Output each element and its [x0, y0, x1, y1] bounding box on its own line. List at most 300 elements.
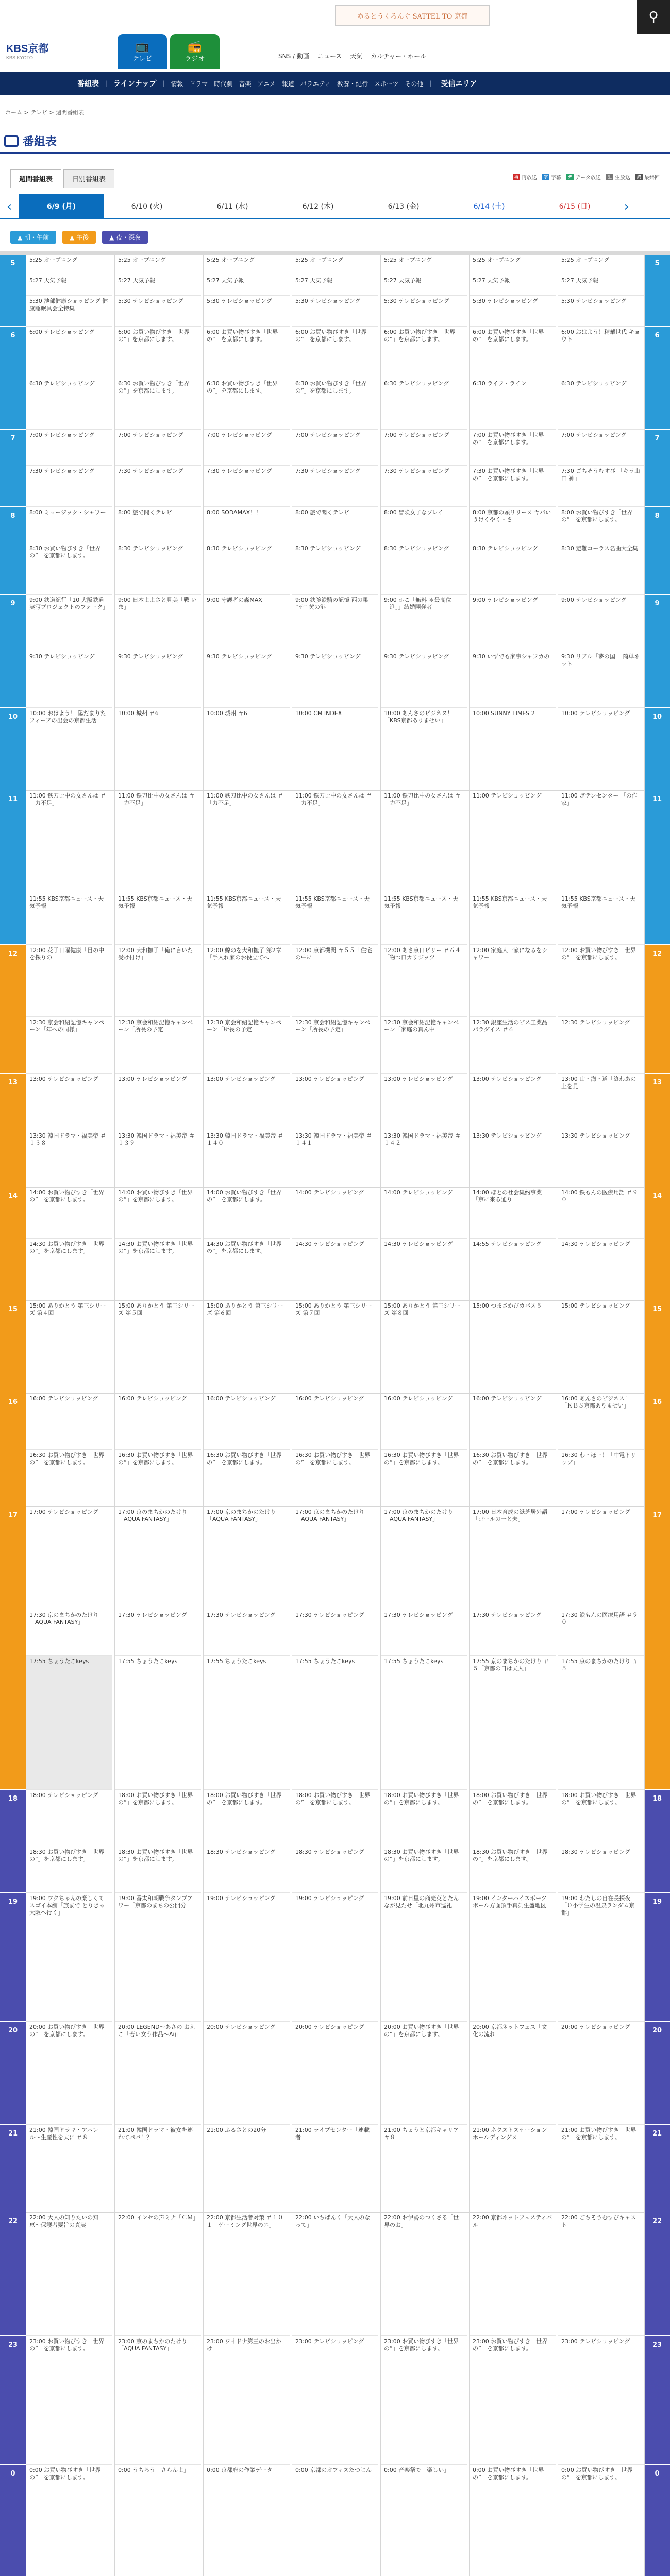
date-tab[interactable]: 6/12 (木): [302, 202, 334, 211]
program-cell[interactable]: [115, 1017, 201, 1074]
program-cell[interactable]: [558, 327, 644, 378]
program-cell[interactable]: [381, 1609, 467, 1656]
program-cell[interactable]: [115, 651, 201, 708]
program-cell[interactable]: [204, 275, 290, 296]
program-cell[interactable]: [115, 2022, 201, 2125]
program-cell[interactable]: [470, 1074, 556, 1130]
program-title: 20:00 京都ネットフェス「文化の流れ」: [473, 2024, 547, 2038]
program-cell[interactable]: [470, 1609, 556, 1656]
program-cell[interactable]: [292, 1846, 378, 1893]
program-cell[interactable]: [292, 2022, 378, 2125]
program-cell[interactable]: [381, 378, 467, 430]
program-title: 20:00 お買い物びすき「世界の”」を京都にします。: [384, 2024, 459, 2038]
program-cell[interactable]: [26, 1846, 112, 1893]
util-link-culture[interactable]: カルチャー・ホール: [371, 53, 426, 60]
program-title: 7:00 テレビショッピング: [207, 432, 272, 438]
program-cell[interactable]: [292, 2212, 378, 2336]
top-banner-ad[interactable]: ゆるとうくろんぐ SATTEL TO 京都: [335, 5, 490, 26]
program-cell[interactable]: [470, 2022, 556, 2125]
program-cell[interactable]: [26, 1893, 112, 2022]
program-cell[interactable]: [558, 430, 644, 466]
program-cell[interactable]: [470, 430, 556, 466]
program-title: 12:00 京都機関 ＃５５「住宅の中に」: [295, 947, 372, 961]
nav-item-culture[interactable]: 教養・紀行: [337, 80, 368, 88]
nav-item-music[interactable]: 音楽: [239, 80, 252, 88]
nav-item-schedule[interactable]: 番組表: [77, 80, 99, 88]
program-cell[interactable]: [292, 1790, 378, 1846]
program-cell[interactable]: [381, 507, 467, 543]
program-cell[interactable]: [558, 1506, 644, 1609]
program-cell[interactable]: [204, 1790, 290, 1846]
program-cell[interactable]: [292, 275, 378, 296]
program-title: 10:00 あんさのビジネス！「KBS京都ありませい」: [384, 710, 453, 724]
program-cell[interactable]: [558, 1187, 644, 1239]
program-cell[interactable]: [204, 1130, 290, 1187]
program-title: 12:30 京会和紹記憶キャンペーン「所長の予定」: [118, 1019, 193, 1033]
program-cell[interactable]: [204, 378, 290, 430]
program-cell[interactable]: [26, 1506, 112, 1609]
program-cell[interactable]: [381, 1450, 467, 1506]
program-cell[interactable]: [558, 296, 644, 327]
program-cell[interactable]: [204, 2336, 290, 2465]
program-cell[interactable]: [204, 1846, 290, 1893]
program-cell[interactable]: [292, 1239, 378, 1300]
program-cell[interactable]: [204, 1300, 290, 1393]
next-week-icon[interactable]: ›: [624, 199, 630, 214]
program-cell[interactable]: [558, 2465, 644, 2576]
program-cell[interactable]: [115, 1187, 201, 1239]
program-title: 22:00 インセの声ミナ「ＣＭ」: [118, 2214, 199, 2221]
program-cell[interactable]: [558, 1846, 644, 1893]
program-cell[interactable]: [292, 2465, 378, 2576]
program-title: 14:00 お買い物びすき「世界の”」を京都にします。: [207, 1189, 282, 1203]
program-cell[interactable]: [204, 2465, 290, 2576]
program-cell[interactable]: [381, 2465, 467, 2576]
program-title: 10:00 SUNNY TIMES 2: [473, 710, 535, 717]
program-cell[interactable]: [204, 790, 290, 893]
program-cell[interactable]: [381, 2022, 467, 2125]
program-cell[interactable]: [381, 595, 467, 651]
program-title: 9:30 いずでも家事シャフカの: [473, 653, 550, 660]
program-cell[interactable]: [26, 2465, 112, 2576]
program-cell[interactable]: [470, 893, 556, 945]
program-cell[interactable]: [115, 1130, 201, 1187]
program-cell[interactable]: [115, 1450, 201, 1506]
program-cell[interactable]: [204, 430, 290, 466]
program-cell[interactable]: [115, 708, 201, 790]
program-cell[interactable]: [558, 945, 644, 1017]
program-cell[interactable]: [115, 1506, 201, 1609]
program-cell[interactable]: [26, 543, 112, 595]
program-cell[interactable]: [292, 296, 378, 327]
program-cell[interactable]: [470, 1187, 556, 1239]
program-cell[interactable]: [381, 1846, 467, 1893]
program-cell[interactable]: [292, 1609, 378, 1656]
program-cell[interactable]: [558, 1790, 644, 1846]
nav-item-variety[interactable]: バラエティ: [300, 80, 331, 88]
program-cell[interactable]: [292, 430, 378, 466]
program-cell[interactable]: [115, 893, 201, 945]
program-cell[interactable]: [381, 296, 467, 327]
program-cell[interactable]: [470, 1790, 556, 1846]
program-cell[interactable]: [558, 1450, 644, 1506]
program-cell[interactable]: [115, 1239, 201, 1300]
program-cell[interactable]: [470, 1893, 556, 2022]
program-cell[interactable]: [115, 430, 201, 466]
program-cell[interactable]: [470, 1450, 556, 1506]
program-cell[interactable]: [115, 543, 201, 595]
program-cell[interactable]: [26, 2212, 112, 2336]
program-cell[interactable]: [558, 1130, 644, 1187]
program-cell[interactable]: [558, 790, 644, 893]
program-cell[interactable]: [292, 2336, 378, 2465]
slot-night-button[interactable]: ▲ 夜・深夜: [102, 231, 148, 244]
program-cell[interactable]: [558, 2336, 644, 2465]
program-cell[interactable]: [204, 1609, 290, 1656]
program-cell[interactable]: [381, 1300, 467, 1393]
program-cell[interactable]: [26, 1393, 112, 1450]
program-cell[interactable]: [26, 2125, 112, 2212]
program-cell[interactable]: [115, 2125, 201, 2212]
program-cell[interactable]: [115, 1846, 201, 1893]
tab-weekly[interactable]: 週間番組表: [10, 169, 61, 188]
program-cell[interactable]: [292, 708, 378, 790]
program-title: 5:27 天気予報: [473, 277, 510, 284]
program-cell[interactable]: [558, 378, 644, 430]
program-cell[interactable]: [381, 1506, 467, 1609]
program-cell[interactable]: [292, 893, 378, 945]
program-cell[interactable]: [26, 255, 112, 275]
program-cell[interactable]: [26, 327, 112, 378]
program-cell[interactable]: [292, 790, 378, 893]
program-cell[interactable]: [204, 651, 290, 708]
program-cell[interactable]: [381, 2212, 467, 2336]
program-cell[interactable]: [558, 255, 644, 275]
program-cell[interactable]: [558, 595, 644, 651]
program-cell[interactable]: [115, 466, 201, 507]
program-cell[interactable]: [204, 507, 290, 543]
program-cell[interactable]: [558, 1017, 644, 1074]
program-cell[interactable]: [381, 1074, 467, 1130]
program-cell[interactable]: [204, 543, 290, 595]
program-cell[interactable]: [204, 2125, 290, 2212]
program-cell[interactable]: [381, 1790, 467, 1846]
program-cell[interactable]: [204, 1450, 290, 1506]
program-cell[interactable]: [204, 945, 290, 1017]
program-cell[interactable]: [470, 275, 556, 296]
nav-item-area[interactable]: 受信エリア: [441, 80, 477, 88]
program-cell[interactable]: [204, 893, 290, 945]
program-cell[interactable]: [26, 1239, 112, 1300]
program-cell[interactable]: [470, 2125, 556, 2212]
date-tab[interactable]: 6/11 (水): [216, 202, 248, 211]
program-cell[interactable]: [204, 1187, 290, 1239]
program-title: 5:30 池部健康ショッピング 健康睡眠具会全特集: [29, 298, 108, 312]
program-title: 13:00 テレビショッピング: [473, 1076, 542, 1082]
program-cell[interactable]: [115, 1656, 201, 1790]
program-cell[interactable]: [26, 275, 112, 296]
program-cell[interactable]: [381, 1656, 467, 1790]
program-cell[interactable]: [204, 296, 290, 327]
program-cell[interactable]: [26, 296, 112, 327]
program-cell[interactable]: [204, 1074, 290, 1130]
nav-item-jidaigeki[interactable]: 時代劇: [214, 80, 233, 88]
program-cell[interactable]: [470, 651, 556, 708]
program-cell[interactable]: [204, 255, 290, 275]
program-cell[interactable]: [204, 1506, 290, 1609]
program-title: 6:00 お買い物びすき「世界の”」を京都にします。: [295, 329, 367, 343]
program-cell[interactable]: [115, 255, 201, 275]
program-cell[interactable]: [292, 1893, 378, 2022]
program-cell[interactable]: [470, 945, 556, 1017]
program-cell[interactable]: [26, 1300, 112, 1393]
nav-item-sports[interactable]: スポーツ: [374, 80, 399, 88]
program-cell[interactable]: [292, 543, 378, 595]
program-cell[interactable]: [470, 595, 556, 651]
program-cell[interactable]: [558, 1074, 644, 1130]
program-cell[interactable]: [115, 327, 201, 378]
program-cell[interactable]: [470, 708, 556, 790]
program-title: 20:00 テレビショッピング: [295, 2024, 364, 2030]
program-cell[interactable]: [470, 1846, 556, 1893]
program-cell[interactable]: [470, 1656, 556, 1790]
program-cell[interactable]: [115, 296, 201, 327]
program-cell[interactable]: [558, 275, 644, 296]
nav-item-other[interactable]: その他: [405, 80, 424, 88]
program-cell[interactable]: [558, 2212, 644, 2336]
program-cell[interactable]: [115, 595, 201, 651]
date-tab[interactable]: 6/9 (月): [19, 194, 104, 219]
program-cell[interactable]: [204, 1239, 290, 1300]
program-cell[interactable]: [26, 790, 112, 893]
prev-week-icon[interactable]: ‹: [6, 199, 12, 214]
program-cell[interactable]: [470, 2212, 556, 2336]
program-cell[interactable]: [292, 2125, 378, 2212]
program-cell[interactable]: [381, 1017, 467, 1074]
program-cell[interactable]: [381, 543, 467, 595]
program-cell[interactable]: [204, 1017, 290, 1074]
program-cell[interactable]: [470, 466, 556, 507]
program-cell[interactable]: [26, 708, 112, 790]
program-cell[interactable]: [204, 466, 290, 507]
program-cell[interactable]: [292, 1450, 378, 1506]
program-cell[interactable]: [470, 2336, 556, 2465]
program-cell[interactable]: [470, 378, 556, 430]
search-icon[interactable]: ⚲: [637, 0, 670, 34]
date-tab[interactable]: 6/13 (金): [388, 202, 420, 211]
program-cell[interactable]: [558, 1239, 644, 1300]
program-title: 20:00 お買い物びすき「世界の”」を京都にします。: [29, 2024, 105, 2038]
program-cell[interactable]: [204, 595, 290, 651]
util-link-sns[interactable]: SNS / 動画: [278, 53, 309, 60]
program-cell[interactable]: [292, 945, 378, 1017]
program-cell[interactable]: [204, 1656, 290, 1790]
program-title: 15:00 ありかとう 第三シリーズ 第５回: [118, 1302, 195, 1316]
program-cell[interactable]: [115, 1790, 201, 1846]
program-cell[interactable]: [26, 1187, 112, 1239]
program-cell[interactable]: [470, 2465, 556, 2576]
program-cell[interactable]: [381, 790, 467, 893]
program-cell[interactable]: [204, 2022, 290, 2125]
program-cell[interactable]: [115, 945, 201, 1017]
program-cell[interactable]: [292, 1506, 378, 1609]
program-cell[interactable]: [558, 2022, 644, 2125]
program-cell[interactable]: [292, 595, 378, 651]
program-cell[interactable]: [204, 327, 290, 378]
program-cell[interactable]: [381, 1187, 467, 1239]
program-cell[interactable]: [470, 543, 556, 595]
program-cell[interactable]: [26, 430, 112, 466]
program-cell[interactable]: [26, 1656, 112, 1790]
program-cell[interactable]: [558, 1300, 644, 1393]
nav-item-lineup[interactable]: ラインナップ: [113, 80, 157, 88]
program-cell[interactable]: [115, 790, 201, 893]
program-cell[interactable]: [115, 1609, 201, 1656]
program-cell[interactable]: [381, 255, 467, 275]
date-tab[interactable]: 6/10 (火): [131, 202, 163, 211]
program-cell[interactable]: [470, 1130, 556, 1187]
program-cell[interactable]: [381, 327, 467, 378]
program-cell[interactable]: [558, 1609, 644, 1656]
tab-radio[interactable]: [170, 34, 220, 69]
program-cell[interactable]: [115, 378, 201, 430]
program-cell[interactable]: [381, 275, 467, 296]
program-cell[interactable]: [26, 466, 112, 507]
program-cell[interactable]: [115, 2212, 201, 2336]
program-title: 9:30 テレビショッピング: [295, 653, 361, 660]
program-cell[interactable]: [26, 1074, 112, 1130]
program-cell[interactable]: [292, 1187, 378, 1239]
date-tab[interactable]: 6/15 (日): [559, 202, 591, 211]
util-link-weather[interactable]: 天気: [350, 53, 363, 60]
program-cell[interactable]: [292, 1074, 378, 1130]
program-cell[interactable]: [26, 507, 112, 543]
program-cell[interactable]: [292, 1656, 378, 1790]
nav-item-drama[interactable]: ドラマ: [189, 80, 208, 88]
tab-daily[interactable]: 日別番組表: [63, 169, 114, 188]
program-cell[interactable]: [292, 507, 378, 543]
program-cell[interactable]: [381, 945, 467, 1017]
program-cell[interactable]: [558, 1656, 644, 1790]
program-cell[interactable]: [381, 2125, 467, 2212]
program-cell[interactable]: [292, 1393, 378, 1450]
program-cell[interactable]: [204, 2212, 290, 2336]
program-cell[interactable]: [115, 275, 201, 296]
program-cell[interactable]: [381, 1130, 467, 1187]
nav-item-anime[interactable]: アニメ: [257, 80, 276, 88]
program-cell[interactable]: [115, 1393, 201, 1450]
program-title: 14:30 お買い物びすき「世界の”」を京都にします。: [118, 1241, 193, 1255]
program-cell[interactable]: [204, 708, 290, 790]
program-title: 14:30 テレビショッピング: [561, 1241, 630, 1247]
program-cell[interactable]: [558, 466, 644, 507]
program-cell[interactable]: [381, 466, 467, 507]
program-cell[interactable]: [26, 1130, 112, 1187]
program-cell[interactable]: [26, 893, 112, 945]
program-cell[interactable]: [26, 1017, 112, 1074]
program-cell[interactable]: [292, 378, 378, 430]
slot-morning-button[interactable]: ▲ 朝・午前: [10, 231, 56, 244]
program-cell[interactable]: [292, 327, 378, 378]
program-cell[interactable]: [470, 296, 556, 327]
site-logo[interactable]: [6, 40, 48, 60]
program-cell[interactable]: [115, 1074, 201, 1130]
program-cell[interactable]: [470, 507, 556, 543]
program-cell[interactable]: [115, 1300, 201, 1393]
program-cell[interactable]: [292, 1300, 378, 1393]
program-cell[interactable]: [470, 790, 556, 893]
program-cell[interactable]: [470, 1393, 556, 1450]
tab-tv[interactable]: [118, 34, 167, 69]
program-cell[interactable]: [558, 1393, 644, 1450]
program-cell[interactable]: [470, 1300, 556, 1393]
program-cell[interactable]: [381, 1893, 467, 2022]
program-cell[interactable]: [292, 651, 378, 708]
program-cell[interactable]: [558, 651, 644, 708]
date-tab[interactable]: 6/14 (土): [473, 202, 505, 211]
program-cell[interactable]: [26, 1609, 112, 1656]
program-cell[interactable]: [26, 2336, 112, 2465]
program-cell[interactable]: [292, 255, 378, 275]
program-cell[interactable]: [470, 1506, 556, 1609]
slot-afternoon-button[interactable]: ▲ 午後: [62, 231, 96, 244]
program-cell[interactable]: [558, 708, 644, 790]
nav-item-news[interactable]: 報道: [281, 80, 294, 88]
program-cell[interactable]: [26, 2022, 112, 2125]
program-title: 0:00 お買い物びすき「世界の”」を京都にします。: [29, 2467, 101, 2481]
util-link-news[interactable]: ニュース: [317, 53, 342, 60]
program-cell[interactable]: [381, 2336, 467, 2465]
program-title: 8:30 避難コーラス名曲大全集: [561, 545, 638, 552]
program-cell[interactable]: [381, 1393, 467, 1450]
program-cell[interactable]: [26, 651, 112, 708]
program-cell[interactable]: [381, 708, 467, 790]
program-cell[interactable]: [115, 2336, 201, 2465]
program-cell[interactable]: [204, 1893, 290, 2022]
program-cell[interactable]: [26, 1450, 112, 1506]
program-cell[interactable]: [381, 1239, 467, 1300]
program-cell[interactable]: [558, 2125, 644, 2212]
program-cell[interactable]: [381, 430, 467, 466]
program-cell[interactable]: [470, 327, 556, 378]
program-cell[interactable]: [470, 1239, 556, 1300]
program-cell[interactable]: [115, 507, 201, 543]
program-cell[interactable]: [115, 1893, 201, 2022]
program-title: 8:30 テレビショッピング: [473, 545, 538, 552]
program-cell[interactable]: [26, 1790, 112, 1846]
program-cell[interactable]: [470, 1017, 556, 1074]
program-cell[interactable]: [292, 1130, 378, 1187]
program-cell[interactable]: [558, 893, 644, 945]
program-title: 7:00 テレビショッピング: [295, 432, 361, 438]
program-cell[interactable]: [381, 651, 467, 708]
program-cell[interactable]: [558, 1893, 644, 2022]
program-cell[interactable]: [470, 255, 556, 275]
program-title: 14:00 ほとの社会集約事業「京に来る通り」: [473, 1189, 542, 1203]
program-cell[interactable]: [558, 507, 644, 543]
program-title: 18:30 テレビショッピング: [561, 1849, 630, 1855]
program-cell[interactable]: [381, 893, 467, 945]
program-cell[interactable]: [292, 466, 378, 507]
program-cell[interactable]: [26, 378, 112, 430]
program-cell[interactable]: [558, 543, 644, 595]
program-cell[interactable]: [26, 945, 112, 1017]
program-cell[interactable]: [26, 595, 112, 651]
nav-item-info[interactable]: 情報: [171, 80, 183, 88]
program-cell[interactable]: [292, 1017, 378, 1074]
program-cell[interactable]: [115, 2465, 201, 2576]
program-cell[interactable]: [204, 1393, 290, 1450]
